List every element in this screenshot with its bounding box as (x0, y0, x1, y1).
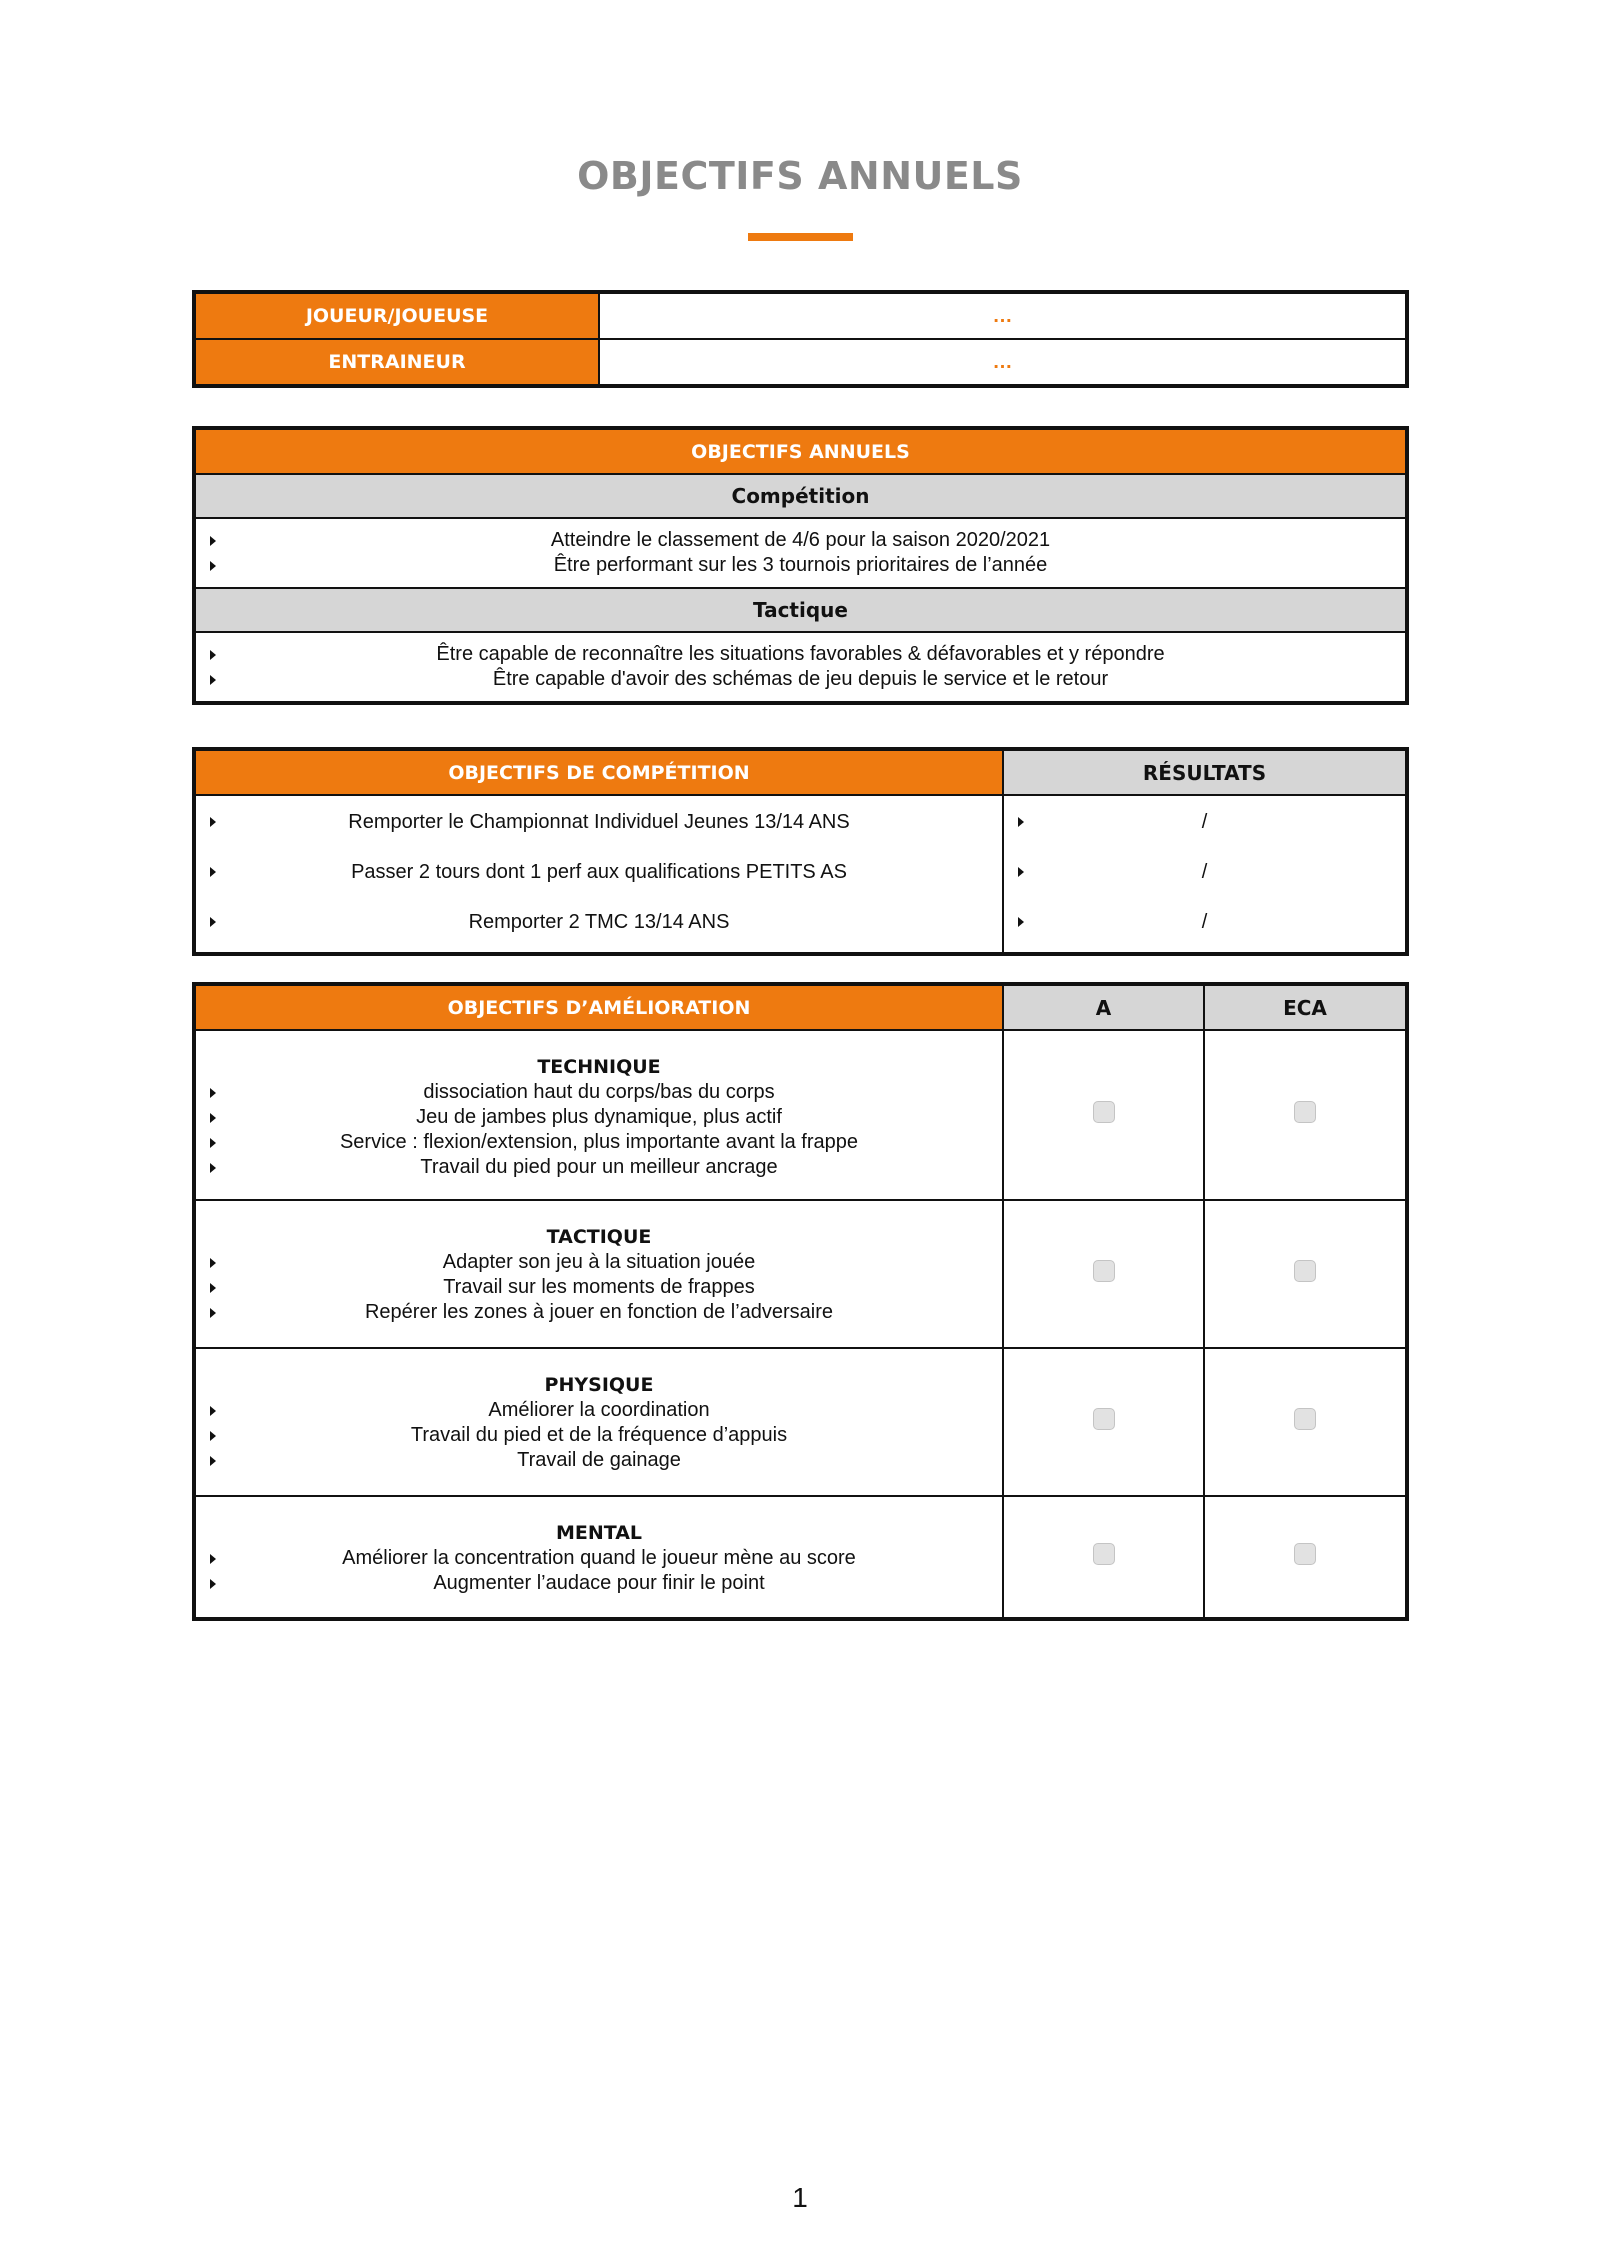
checkbox-a[interactable] (1093, 1260, 1115, 1282)
competition-result-text: / (1201, 911, 1208, 933)
competition-result-text: / (1201, 861, 1208, 883)
results-cell (1003, 795, 1406, 953)
improvement-header: OBJECTIFS D’AMÉLIORATION (195, 985, 1003, 1030)
checkbox-cell-a (1003, 1030, 1204, 1200)
improvement-row (195, 1496, 1406, 1618)
improvement-item (196, 1300, 1002, 1325)
improvement-category-title: PHYSIQUE (544, 1374, 654, 1396)
bullet-arrow-icon (210, 561, 216, 571)
competition-goal (196, 800, 1002, 850)
improvement-item (196, 1080, 1002, 1105)
improvement-row (195, 1030, 1406, 1200)
checkbox-cell-a (1003, 1348, 1204, 1496)
improvement-item (196, 1105, 1002, 1130)
checkbox-a[interactable] (1093, 1408, 1115, 1430)
competition-goal (196, 850, 1002, 900)
improvement-category-title: TACTIQUE (546, 1226, 652, 1248)
bullet-arrow-icon (210, 1406, 216, 1416)
title-underline (748, 233, 853, 241)
bullet-arrow-icon (210, 1163, 216, 1173)
improvement-section-cell (195, 1030, 1003, 1200)
improvement-category-title: MENTAL (555, 1522, 643, 1544)
annual-header: OBJECTIFS ANNUELS (195, 429, 1406, 474)
checkbox-eca[interactable] (1294, 1543, 1316, 1565)
player-label: JOUEUR/JOUEUSE (195, 293, 599, 339)
competition-label: Compétition (195, 474, 1406, 518)
checkbox-cell-eca (1204, 1348, 1406, 1496)
checkbox-eca[interactable] (1294, 1101, 1316, 1123)
competition-objectives-cell (195, 795, 1003, 953)
checkbox-cell-eca (1204, 1200, 1406, 1348)
bullet-arrow-icon (210, 536, 216, 546)
improvement-category-title: TECHNIQUE (537, 1056, 661, 1078)
improvement-item (196, 1423, 1002, 1448)
improvement-item-text: Travail sur les moments de frappes (443, 1276, 755, 1298)
checkbox-eca[interactable] (1294, 1408, 1316, 1430)
bullet-arrow-icon (210, 1258, 216, 1268)
improvement-section-cell (195, 1348, 1003, 1496)
competition-goal-text: Passer 2 tours dont 1 perf aux qualifications PETITS AS (351, 861, 847, 883)
competition-goal (196, 900, 1002, 950)
bullet-arrow-icon (210, 675, 216, 685)
improvement-item (196, 1448, 1002, 1473)
improvement-item-text: Améliorer la coordination (488, 1399, 710, 1421)
checkbox-cell-eca (1204, 1496, 1406, 1618)
coach-label: ENTRAINEUR (195, 339, 599, 385)
improvement-item-text: Adapter son jeu à la situation jouée (442, 1251, 756, 1273)
improvement-item-text: Service : flexion/extension, plus importante avant la frappe (339, 1131, 859, 1153)
player-value[interactable]: … (599, 293, 1406, 339)
tactic-objective-item-text: Être capable de reconnaître les situations favorables & défavorables et y répondre (436, 643, 1165, 665)
improvement-row (195, 1348, 1406, 1496)
bullet-arrow-icon (1018, 817, 1024, 827)
improvement-item (196, 1571, 1002, 1596)
improvement-item-text: Repérer les zones à jouer en fonction de l’adversaire (364, 1301, 834, 1323)
col-a-header: A (1003, 985, 1204, 1030)
checkbox-cell-a (1003, 1496, 1204, 1618)
improvement-item-text: Travail de gainage (517, 1449, 681, 1471)
improvement-item (196, 1398, 1002, 1423)
competition-result (1004, 850, 1405, 900)
competition-goal-text: Remporter le Championnat Individuel Jeunes 13/14 ANS (348, 811, 850, 833)
competition-items (195, 518, 1406, 588)
page-title: OBJECTIFS ANNUELS (577, 154, 1023, 198)
info-table (194, 292, 1407, 386)
checkbox-eca[interactable] (1294, 1260, 1316, 1282)
competition-objective-item-text: Atteindre le classement de 4/6 pour la saison 2020/2021 (550, 529, 1051, 551)
bullet-arrow-icon (210, 650, 216, 660)
bullet-arrow-icon (210, 1579, 216, 1589)
improvement-item (196, 1155, 1002, 1180)
competition-objective-item (196, 528, 1405, 553)
checkbox-cell-eca (1204, 1030, 1406, 1200)
improvement-item-text: Augmenter l’audace pour finir le point (433, 1572, 765, 1594)
improvement-section-cell (195, 1200, 1003, 1348)
improvement-row (195, 1200, 1406, 1348)
bullet-arrow-icon (210, 1088, 216, 1098)
competition-result-text: / (1201, 811, 1208, 833)
bullet-arrow-icon (210, 1308, 216, 1318)
checkbox-cell-a (1003, 1200, 1204, 1348)
tactic-items (195, 632, 1406, 702)
improvement-item-text: Améliorer la concentration quand le joueur mène au score (342, 1547, 856, 1569)
competition-objectives-table (194, 749, 1407, 954)
tactic-label: Tactique (195, 588, 1406, 632)
competition-header: OBJECTIFS DE COMPÉTITION (195, 750, 1003, 795)
col-eca-header: ECA (1204, 985, 1406, 1030)
improvement-item-text: Travail du pied et de la fréquence d’appuis (410, 1424, 788, 1446)
bullet-arrow-icon (210, 1456, 216, 1466)
competition-result (1004, 800, 1405, 850)
annual-objectives-table (194, 428, 1407, 703)
bullet-arrow-icon (210, 1283, 216, 1293)
improvement-section-cell (195, 1496, 1003, 1618)
results-header: RÉSULTATS (1003, 750, 1406, 795)
improvement-item (196, 1275, 1002, 1300)
improvement-objectives-table (194, 984, 1407, 1619)
bullet-arrow-icon (210, 817, 216, 827)
improvement-item-text: Travail du pied pour un meilleur ancrage (420, 1156, 778, 1178)
checkbox-a[interactable] (1093, 1543, 1115, 1565)
improvement-item-text: dissociation haut du corps/bas du corps (423, 1081, 775, 1103)
tactic-objective-item (196, 642, 1405, 667)
improvement-item-text: Jeu de jambes plus dynamique, plus actif (416, 1106, 782, 1128)
competition-objective-item-text: Être performant sur les 3 tournois prioritaires de l’année (553, 554, 1048, 576)
coach-value[interactable]: … (599, 339, 1406, 385)
bullet-arrow-icon (210, 1554, 216, 1564)
bullet-arrow-icon (210, 867, 216, 877)
bullet-arrow-icon (210, 1138, 216, 1148)
improvement-item (196, 1250, 1002, 1275)
competition-result (1004, 900, 1405, 950)
bullet-arrow-icon (1018, 917, 1024, 927)
competition-objective-item (196, 553, 1405, 578)
tactic-objective-item (196, 667, 1405, 692)
bullet-arrow-icon (210, 917, 216, 927)
bullet-arrow-icon (1018, 867, 1024, 877)
improvement-item (196, 1546, 1002, 1571)
bullet-arrow-icon (210, 1431, 216, 1441)
bullet-arrow-icon (210, 1113, 216, 1123)
page-number: 1 (792, 2182, 808, 2213)
checkbox-a[interactable] (1093, 1101, 1115, 1123)
improvement-item (196, 1130, 1002, 1155)
tactic-objective-item-text: Être capable d'avoir des schémas de jeu depuis le service et le retour (492, 668, 1109, 690)
competition-goal-text: Remporter 2 TMC 13/14 ANS (468, 911, 730, 933)
